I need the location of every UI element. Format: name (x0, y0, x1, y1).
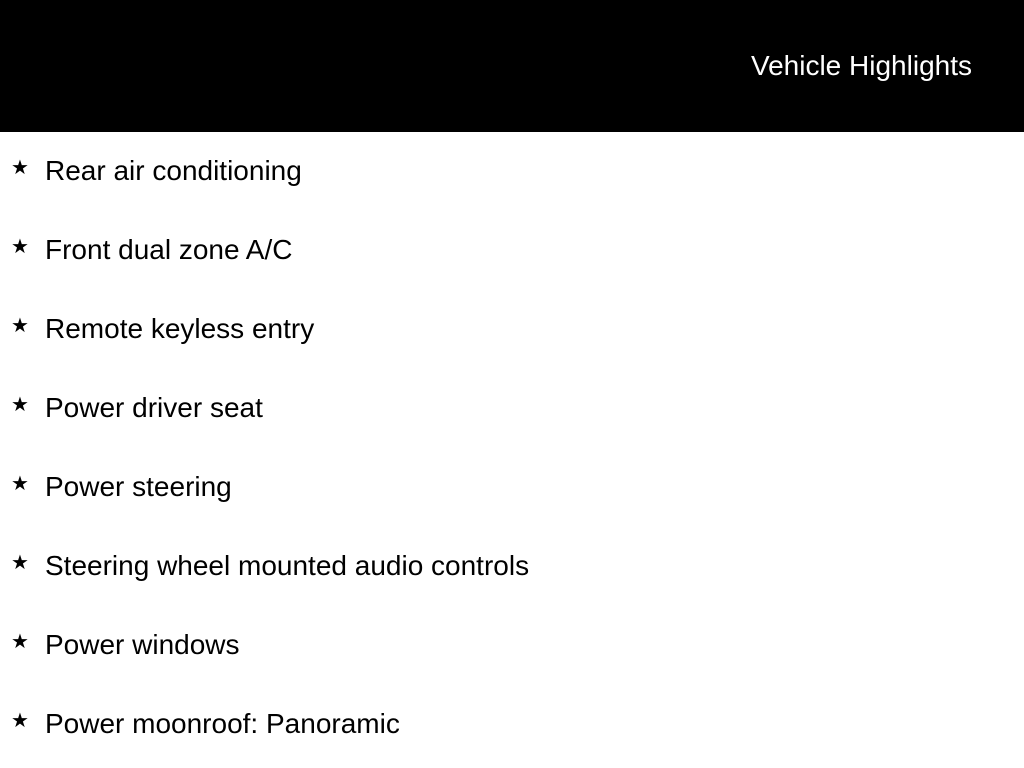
feature-list (0, 132, 1024, 764)
list-item (0, 606, 1024, 685)
feature-label: Power driver seat (45, 392, 263, 423)
list-item (0, 290, 1024, 369)
star-icon: ★ (11, 473, 29, 495)
list-item (0, 211, 1024, 290)
feature-label: Front dual zone A/C (45, 234, 293, 265)
star-icon: ★ (11, 552, 29, 574)
feature-label: Power windows (45, 629, 240, 660)
star-icon: ★ (11, 157, 29, 179)
star-icon: ★ (11, 236, 29, 258)
star-icon: ★ (11, 710, 29, 732)
page-title: Vehicle Highlights (750, 50, 972, 81)
list-item (0, 448, 1024, 527)
feature-label: Power moonroof: Panoramic (45, 708, 400, 739)
header-bar (0, 0, 1024, 132)
star-icon: ★ (11, 631, 29, 653)
star-icon: ★ (11, 315, 29, 337)
list-item (0, 132, 1024, 211)
feature-label: Steering wheel mounted audio controls (45, 550, 530, 581)
star-icon: ★ (11, 394, 29, 416)
feature-label: Rear air conditioning (45, 155, 302, 186)
list-item (0, 527, 1024, 606)
list-item (0, 369, 1024, 448)
feature-label: Power steering (45, 471, 232, 502)
feature-label: Remote keyless entry (45, 313, 315, 344)
list-item (0, 685, 1024, 764)
